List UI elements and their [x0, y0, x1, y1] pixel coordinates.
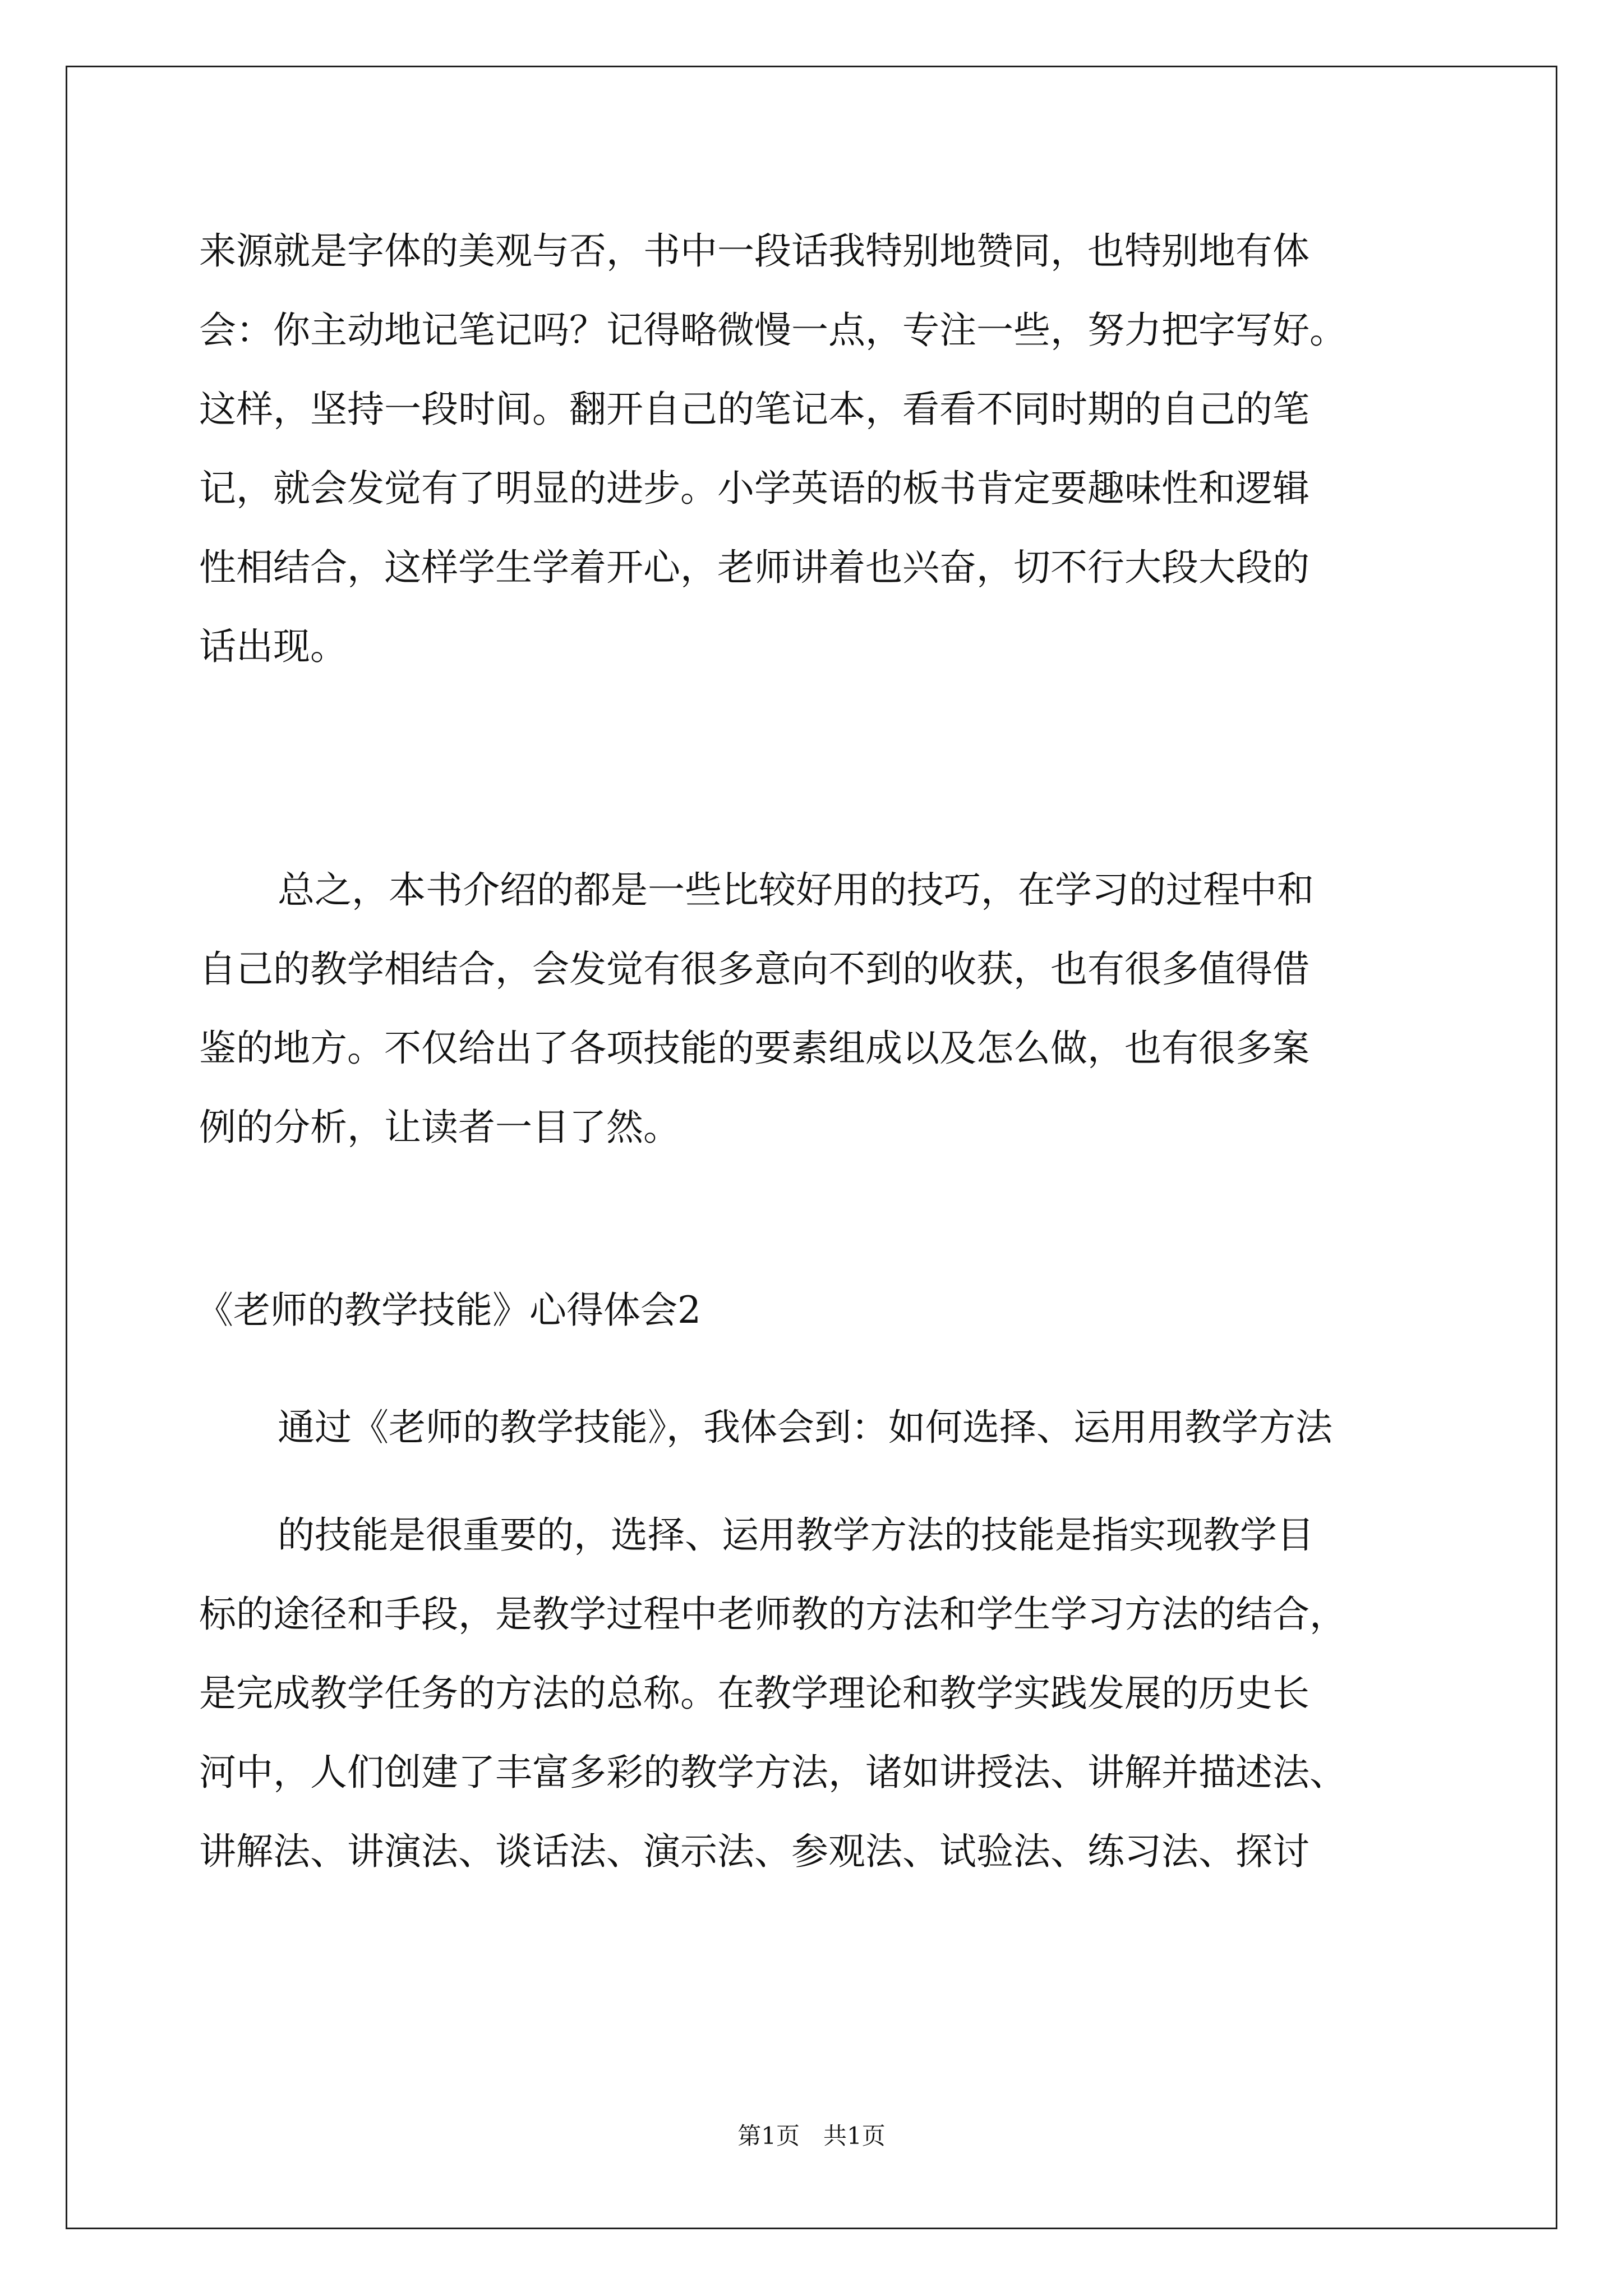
paragraph-2-line-4: 例的分析，让读者一目了然。 — [199, 1106, 680, 1149]
paragraph-4-line-5: 讲解法、讲演法、谈话法、演示法、参观法、试验法、练习法、探讨 — [199, 1830, 1310, 1873]
paragraph-1-line-4: 记，就会发觉有了明显的进步。小学英语的板书肯定要趣味性和逻辑 — [199, 467, 1310, 510]
paragraph-2-line-3: 鉴的地方。不仅给出了各项技能的要素组成以及怎么做，也有很多案 — [199, 1027, 1310, 1070]
section-title: 《老师的教学技能》心得体会2 — [196, 1289, 701, 1332]
paragraph-2-line-1: 总之，本书介绍的都是一些比较好用的技巧，在学习的过程中和 — [278, 868, 1314, 912]
paragraph-3-line-1: 通过《老师的教学技能》，我体会到：如何选择、运用用教学方法 — [278, 1406, 1332, 1449]
paragraph-4-line-2: 标的途径和手段，是教学过程中老师教的方法和学生学习方法的结合， — [199, 1593, 1347, 1636]
paragraph-4-line-4: 河中，人们创建了丰富多彩的教学方法，诸如讲授法、讲解并描述法、 — [199, 1751, 1347, 1794]
paragraph-1-line-5: 性相结合，这样学生学着开心，老师讲着也兴奋，切不行大段大段的 — [199, 546, 1310, 589]
paragraph-4-line-1: 的技能是很重要的，选择、运用教学方法的技能是指实现教学目 — [278, 1513, 1314, 1557]
paragraph-2-line-2: 自己的教学相结合，会发觉有很多意向不到的收获，也有很多值得借 — [199, 947, 1310, 991]
paragraph-4-line-3: 是完成教学任务的方法的总称。在教学理论和教学实践发展的历史长 — [199, 1672, 1310, 1715]
paragraph-1-line-6: 话出现。 — [199, 625, 347, 668]
paragraph-1-line-3: 这样，坚持一段时间。翻开自己的笔记本，看看不同时期的自己的笔 — [199, 388, 1310, 431]
paragraph-1-line-2: 会：你主动地记笔记吗？记得略微慢一点，专注一些，努力把字写好。 — [199, 309, 1347, 352]
paragraph-1-line-1: 来源就是字体的美观与否，书中一段话我特别地赞同，也特别地有体 — [199, 229, 1310, 273]
page-footer: 第1页 共1页 — [737, 2122, 886, 2150]
